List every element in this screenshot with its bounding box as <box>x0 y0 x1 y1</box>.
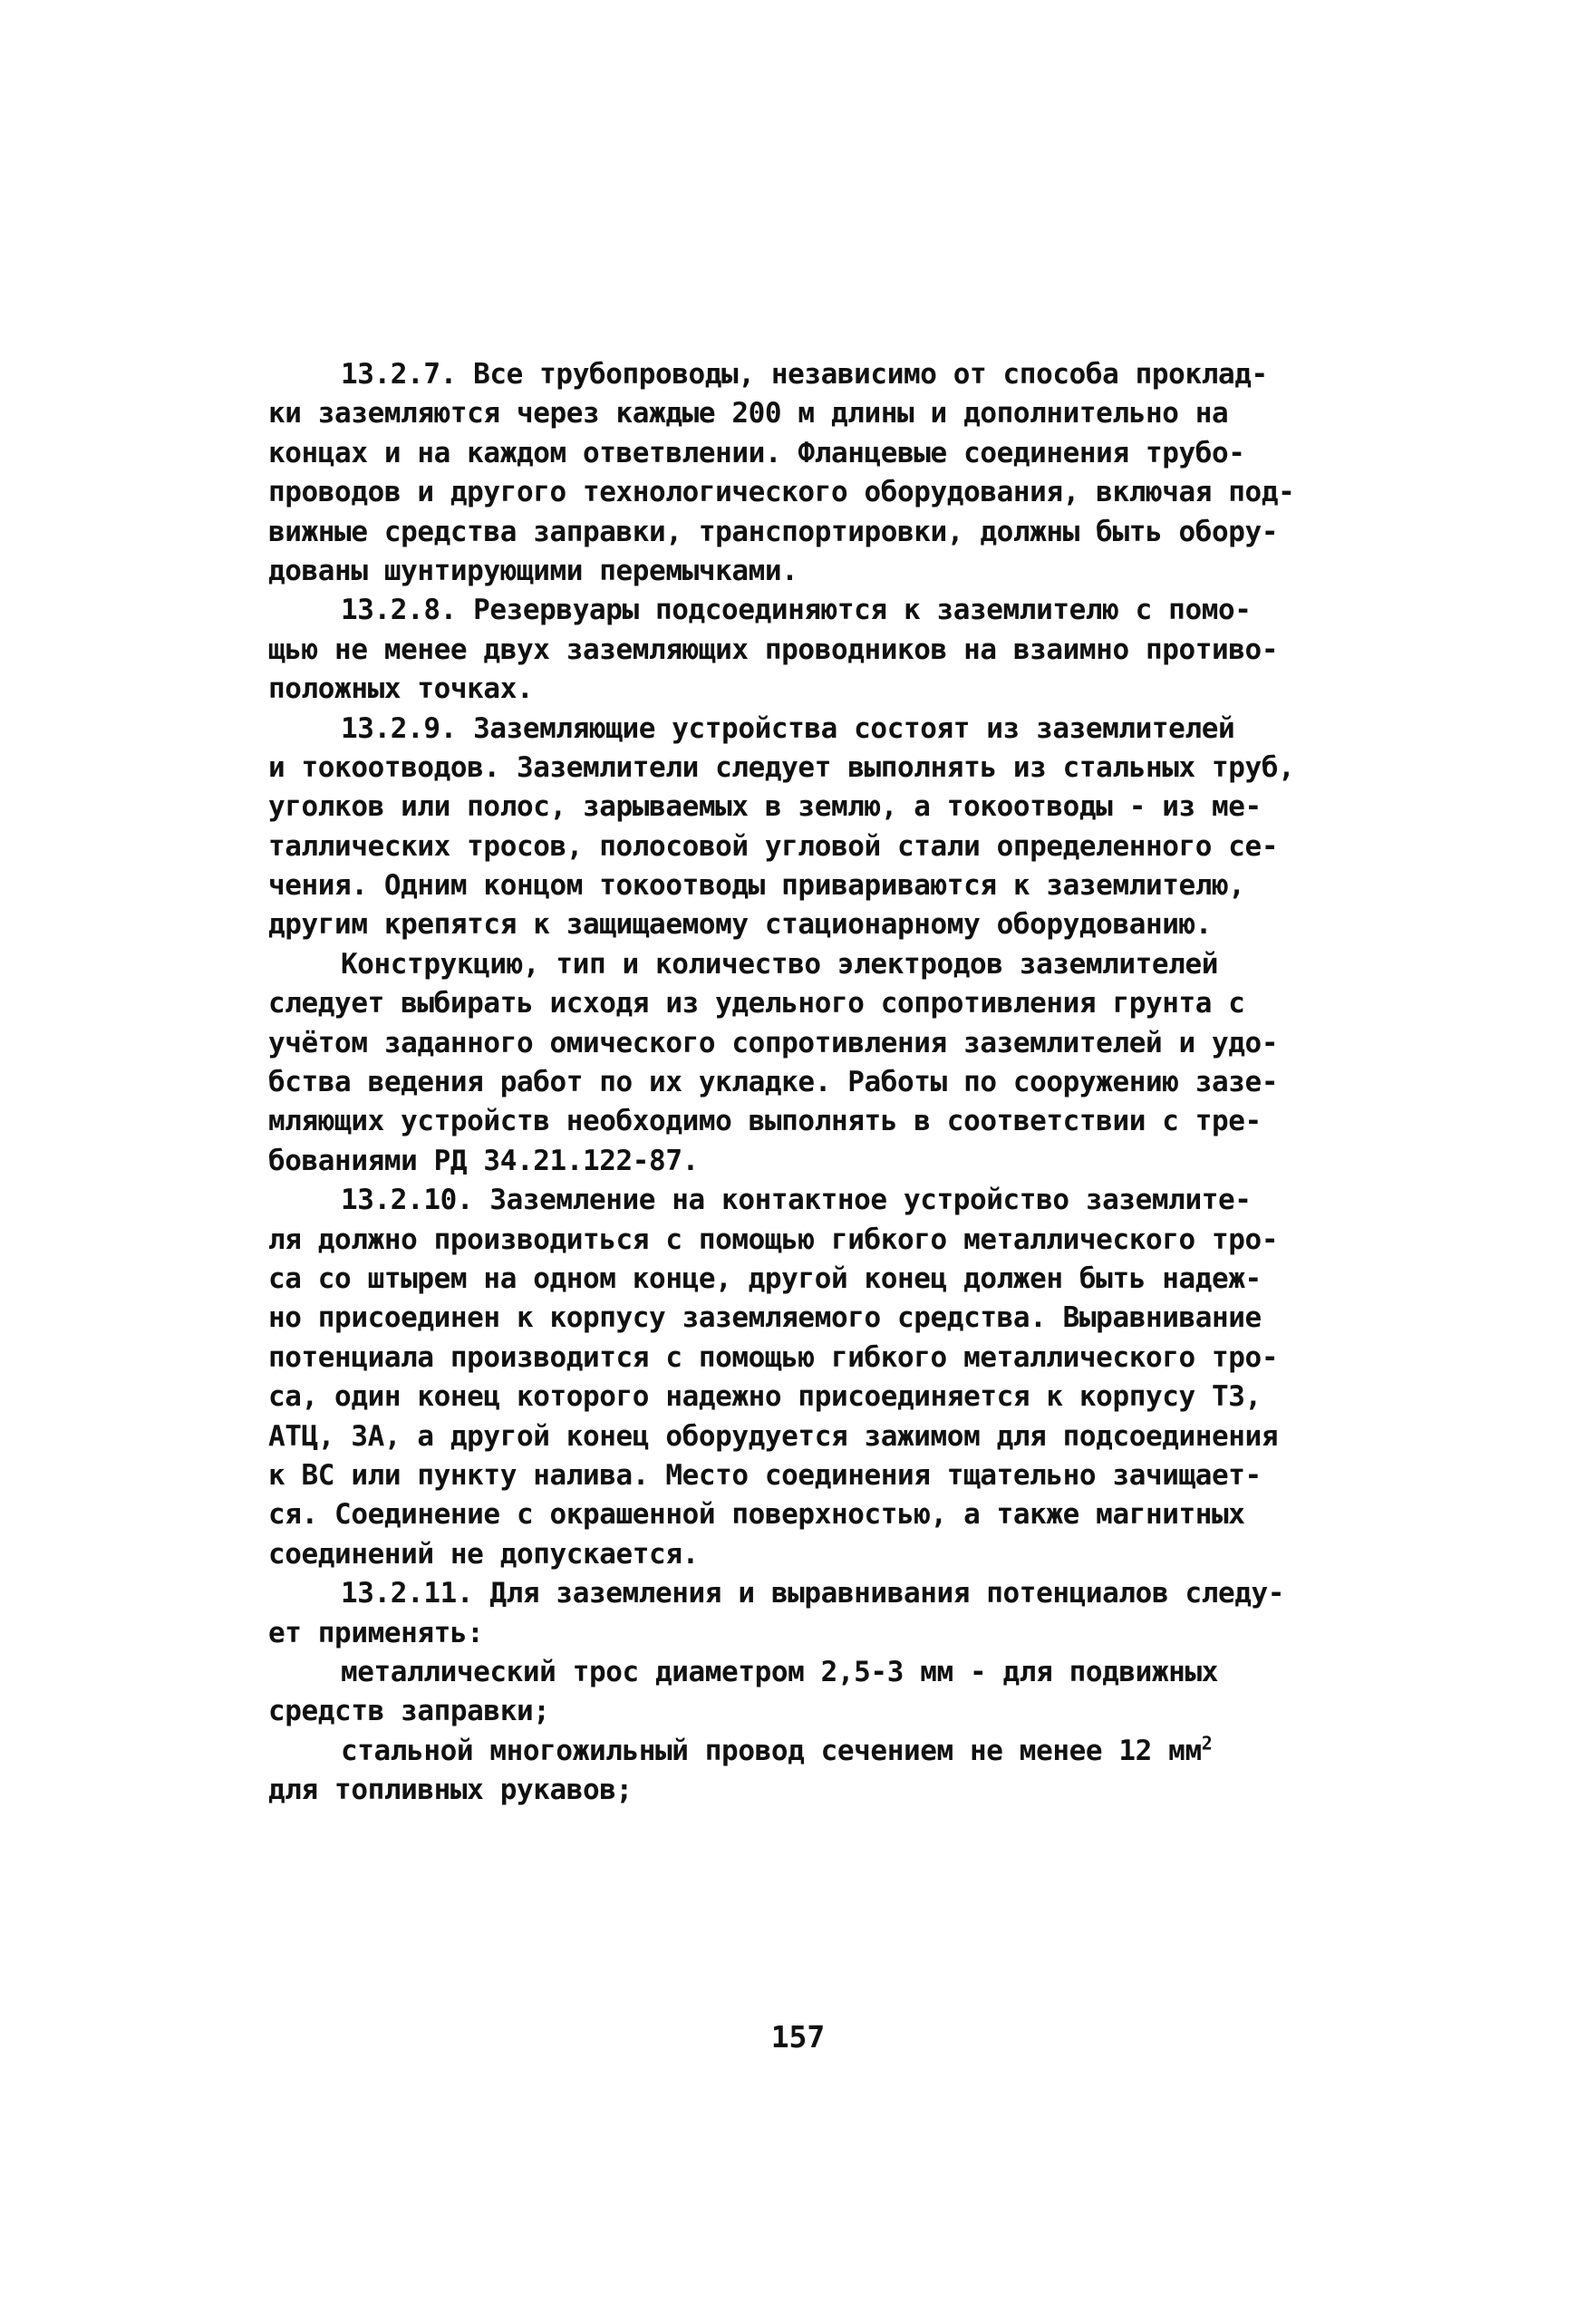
text-line: другим крепятся к защищаемому стационарному оборудованию. <box>268 908 1213 942</box>
document-body <box>268 355 1338 1810</box>
page-number: 157 <box>770 2019 826 2055</box>
text-line: учётом заданного омического сопротивления заземлителей и удо- <box>268 1026 1279 1059</box>
text-line: чения. Одним концом токоотводы привариваются к заземлителю, <box>268 869 1245 903</box>
text-line: 13.2.7. Все трубопроводы, независимо от способа проклад- <box>341 358 1268 391</box>
text-line: ся. Соединение с окрашенной поверхностью, а также магнитных <box>268 1498 1245 1532</box>
text-line: но присоединен к корпусу заземляемого средства. Выравнивание <box>268 1301 1262 1335</box>
text-line: мляющих устройств необходимо выполнять в соответствии с тре- <box>268 1105 1262 1138</box>
text-line: 13.2.11. Для заземления и выравнивания потенциалов следу- <box>341 1577 1285 1610</box>
text-line: металлический трос диаметром 2,5-3 мм - для подвижных <box>341 1655 1218 1688</box>
text-line: бства ведения работ по их укладке. Работы по сооружению зазе- <box>268 1066 1279 1099</box>
text-line: дованы шунтирующими перемычками. <box>268 554 798 587</box>
text-line: са со штырем на одном конце, другой конец должен быть надеж- <box>268 1262 1262 1295</box>
text-line: 13.2.8. Резервуары подсоединяются к заземлителю с помо- <box>341 594 1252 627</box>
text-line: щью не менее двух заземляющих проводников на взаимно противо- <box>268 633 1279 666</box>
text-line: соединений не допускается. <box>268 1537 699 1571</box>
text-line: проводов и другого технологического оборудования, включая под- <box>268 476 1295 509</box>
superscript: 2 <box>1201 1732 1213 1755</box>
text-line: 13.2.9. Заземляющие устройства состоят из заземлителей <box>341 711 1235 745</box>
text-line: положных точках. <box>268 672 534 706</box>
text-line: са, один конец которого надежно присоединяется к корпусу ТЗ, <box>268 1380 1262 1414</box>
text-line: следует выбирать исходя из удельного сопротивления грунта с <box>268 987 1245 1020</box>
text-line: ки заземляются через каждые 200 м длины и дополнительно на <box>268 397 1229 430</box>
text-line: средств заправки; <box>268 1695 550 1728</box>
text-line: АТЦ, ЗА, а другой конец оборудуется зажимом для подсоединения <box>268 1419 1279 1453</box>
text-segment: стальной многожильный провод сечением не менее 12 мм <box>341 1734 1202 1767</box>
text-line: и токоотводов. Заземлители следует выполнять из стальных труб, <box>268 750 1295 784</box>
text-line: вижные средства заправки, транспортировки, должны быть обору- <box>268 515 1279 548</box>
text-line: для топливных рукавов; <box>268 1774 633 1807</box>
text-line: Конструкцию, тип и количество электродов заземлителей <box>341 947 1218 981</box>
text-line-with-superscript <box>268 1732 1338 1771</box>
text-line: концах и на каждом ответвлении. Фланцевые соединения трубо- <box>268 436 1245 469</box>
text-line: таллических тросов, полосовой угловой стали определенного се- <box>268 829 1279 863</box>
text-line: ет применять: <box>268 1616 484 1649</box>
text-line: уголков или полос, зарываемых в землю, а токоотводы - из ме- <box>268 790 1262 824</box>
text-line: 13.2.10. Заземление на контактное устройство заземлите- <box>341 1184 1252 1217</box>
text-line: потенциала производится с помощью гибкого металлического тро- <box>268 1340 1279 1374</box>
text-line: ля должно производиться с помощью гибкого металлического тро- <box>268 1223 1279 1256</box>
text-line: к ВС или пункту налива. Место соединения тщательно зачищает- <box>268 1458 1262 1492</box>
text-line: бованиями РД 34.21.122-87. <box>268 1144 699 1177</box>
